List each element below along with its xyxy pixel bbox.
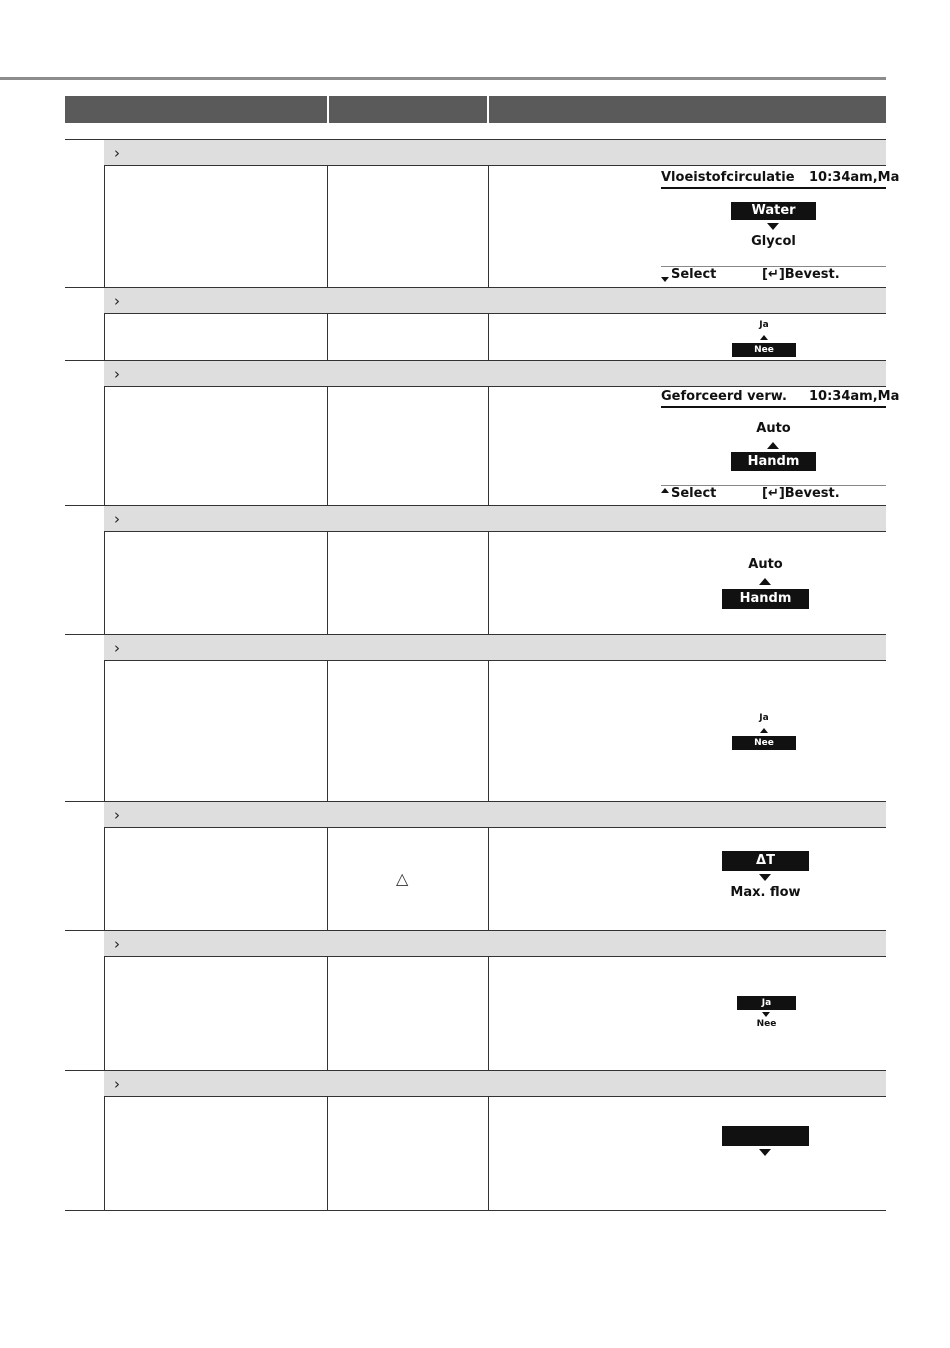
column-rule — [488, 828, 489, 931]
lcd-selected-option: Nee — [732, 736, 796, 750]
section-bar — [104, 288, 886, 314]
column-rule — [327, 387, 328, 506]
section-rule — [104, 827, 886, 828]
lcd-option: Ja — [759, 320, 769, 330]
lcd-option: Auto — [756, 421, 791, 436]
chevron-right-icon: › — [114, 144, 120, 162]
column-rule — [104, 661, 105, 802]
lcd-title: Geforceerd verw. — [661, 389, 787, 404]
column-rule — [488, 387, 489, 506]
column-rule — [327, 532, 328, 635]
lcd-selected-option: Handm — [722, 589, 809, 609]
column-rule — [488, 1097, 489, 1211]
lcd-selected-option: Handm — [731, 452, 816, 471]
column-rule — [488, 661, 489, 802]
section-rule — [104, 313, 886, 314]
section-bar — [104, 931, 886, 957]
up-arrow-icon — [760, 335, 768, 340]
down-arrow-icon — [767, 223, 779, 230]
table-header — [65, 96, 886, 123]
lcd-footer-confirm: [↵]Bevest. — [762, 486, 840, 501]
lcd-option: Ja — [759, 713, 769, 723]
section-bar — [104, 506, 886, 532]
section-bar — [104, 1071, 886, 1097]
section-bar — [104, 140, 886, 166]
column-rule — [488, 314, 489, 361]
column-rule — [327, 661, 328, 802]
lcd-title-rule — [661, 187, 886, 189]
chevron-right-icon: › — [114, 1075, 120, 1093]
chevron-right-icon: › — [114, 292, 120, 310]
lcd-title-rule — [661, 406, 886, 408]
up-arrow-icon — [760, 728, 768, 733]
lcd-title: Vloeistofcirculatie — [661, 170, 795, 185]
section-rule — [104, 660, 886, 661]
section-rule — [104, 386, 886, 387]
lcd-footer-select: Select — [671, 267, 717, 282]
column-rule — [104, 532, 105, 635]
lcd-option: Nee — [756, 1019, 777, 1029]
section-rule — [104, 165, 886, 166]
column-rule — [488, 166, 489, 288]
column-rule — [327, 314, 328, 361]
warning-triangle-icon: △ — [396, 869, 409, 888]
column-rule — [327, 828, 328, 931]
chevron-right-icon: › — [114, 935, 120, 953]
column-rule — [104, 166, 105, 288]
column-rule — [104, 957, 105, 1071]
column-rule — [104, 387, 105, 506]
chevron-right-icon: › — [114, 510, 120, 528]
column-rule — [104, 314, 105, 361]
lcd-option: Auto — [748, 557, 783, 572]
lcd-option: Max. flow — [730, 885, 801, 900]
section-rule — [104, 1096, 886, 1097]
lcd-time: 10:34am,Ma — [809, 389, 900, 404]
up-arrow-icon — [767, 442, 779, 449]
chevron-right-icon: › — [114, 365, 120, 383]
lcd-option: Glycol — [751, 234, 796, 249]
column-rule — [104, 828, 105, 931]
chevron-right-icon: › — [114, 806, 120, 824]
header-divider — [487, 96, 489, 123]
chevron-right-icon: › — [114, 639, 120, 657]
section-rule — [104, 956, 886, 957]
section-bar — [104, 635, 886, 661]
lcd-selected-option: Nee — [732, 343, 796, 357]
lcd-footer-select: Select — [671, 486, 717, 501]
section-bar — [104, 802, 886, 828]
row-rule — [65, 1210, 886, 1211]
column-rule — [327, 1097, 328, 1211]
column-rule — [104, 1097, 105, 1211]
column-rule — [327, 166, 328, 288]
lcd-footer-confirm: [↵]Bevest. — [762, 267, 840, 282]
down-arrow-icon — [661, 277, 669, 282]
column-rule — [327, 957, 328, 1071]
section-rule — [104, 531, 886, 532]
lcd-selected-option: Water — [731, 202, 816, 220]
down-arrow-icon — [759, 1149, 771, 1156]
section-bar — [104, 361, 886, 387]
lcd-selected-option: ΔT — [722, 851, 809, 871]
lcd-time: 10:34am,Ma — [809, 170, 900, 185]
down-arrow-icon — [759, 874, 771, 881]
up-arrow-icon — [759, 578, 771, 585]
column-rule — [488, 532, 489, 635]
header-divider — [327, 96, 329, 123]
up-arrow-icon — [661, 488, 669, 493]
top-rule — [0, 77, 886, 80]
lcd-selected-option — [722, 1126, 809, 1146]
column-rule — [488, 957, 489, 1071]
down-arrow-icon — [762, 1012, 770, 1017]
lcd-selected-option: Ja — [737, 996, 796, 1010]
